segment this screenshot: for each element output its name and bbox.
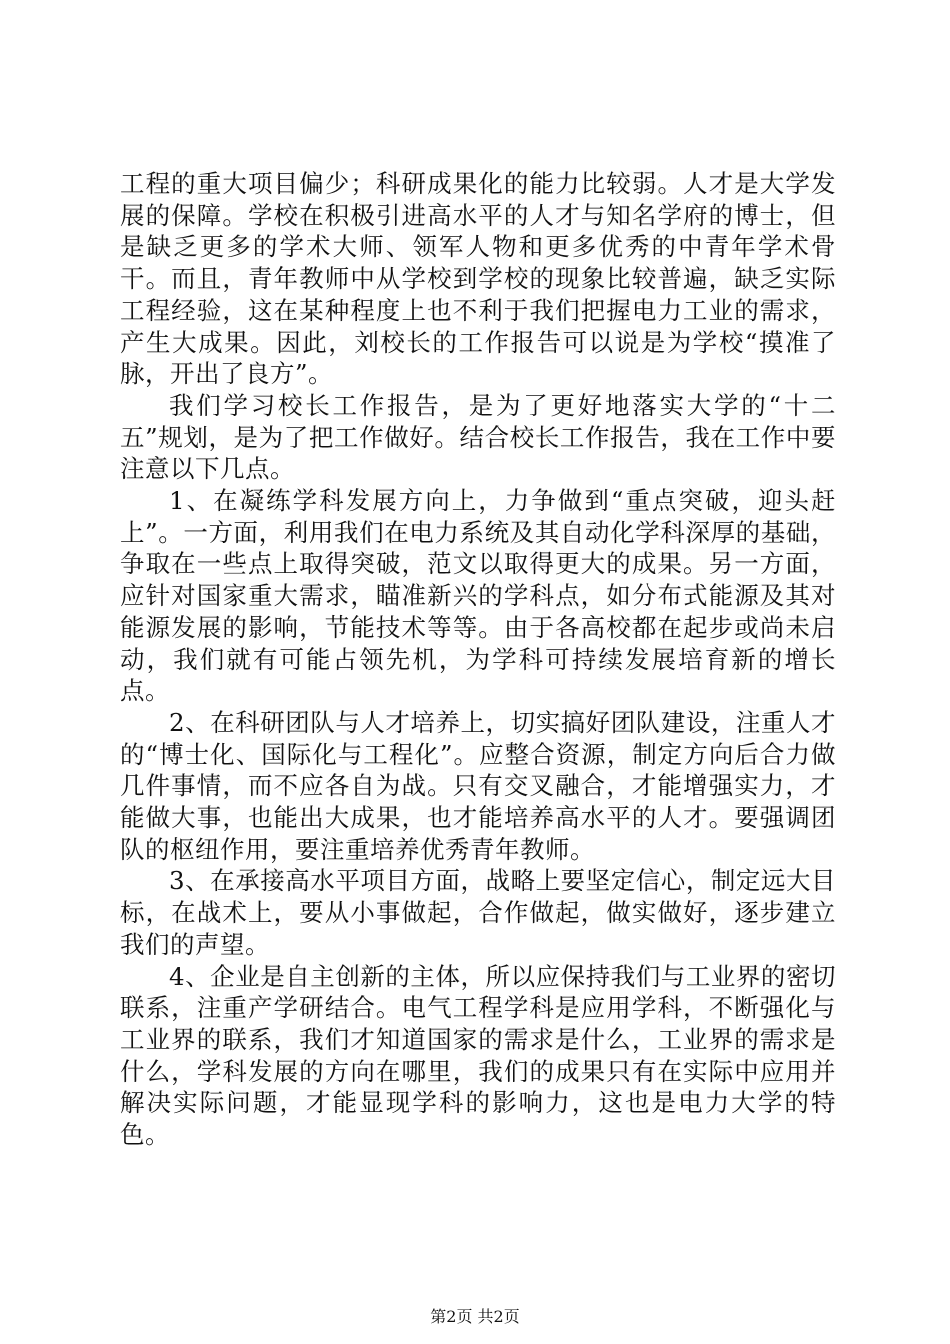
paragraph-point-3: 3、在承接高水平项目方面，战略上要坚定信心，制定远大目标，在战术上，要从小事做起，合作做起，做实做好，逐步建立我们的声望。 — [120, 866, 836, 959]
paragraph-point-2: 2、在科研团队与人才培养上，切实搞好团队建设，注重人才的“博士化、国际化与工程化”。应整合资源，制定方向后合力做几件事情，而不应各自为战。只有交叉融合，才能增强实力，才能做大事，也能出大成果，也才能培养高水平的人才。要强调团队的枢纽作用，要注重培养优秀青年教师。 — [120, 707, 836, 864]
paragraph-point-1: 1、在凝练学科发展方向上，力争做到“重点突破，迎头赶上”。一方面，利用我们在电力系统及其自动化学科深厚的基础，争取在一些点上取得突破，范文以取得更大的成果。另一方面，应针对国家重大需求，瞄准新兴的学科点，如分布式能源及其对能源发展的影响，节能技术等等。由于各高校都在起步或尚未启动，我们就有可能占领先机，为学科可持续发展培育新的增长点。 — [120, 486, 836, 706]
paragraph-intro: 我们学习校长工作报告，是为了更好地落实大学的“十二五”规划，是为了把工作做好。结合校长工作报告，我在工作中要注意以下几点。 — [120, 390, 836, 484]
paragraph-point-4: 4、企业是自主创新的主体，所以应保持我们与工业界的密切联系，注重产学研结合。电气工程学科是应用学科，不断强化与工业界的联系，我们才知道国家的需求是什么，工业界的需求是什么，学科发展的方向在哪里，我们的成果只有在实际中应用并解决实际问题，才能显现学科的影响力，这也是电力大学的特色。 — [120, 961, 836, 1150]
document-body — [120, 168, 836, 1151]
page-footer: 第2页 共2页 — [430, 1307, 520, 1326]
paragraph-continuation: 工程的重大项目偏少；科研成果化的能力比较弱。人才是大学发展的保障。学校在积极引进高水平的人才与知名学府的博士，但是缺乏更多的学术大师、领军人物和更多优秀的中青年学术骨干。而且，青年教师中从学校到学校的现象比较普遍，缺乏实际工程经验，这在某种程度上也不利于我们把握电力工业的需求，产生大成果。因此，刘校长的工作报告可以说是为学校“摸准了脉，开出了良方”。 — [120, 169, 836, 389]
